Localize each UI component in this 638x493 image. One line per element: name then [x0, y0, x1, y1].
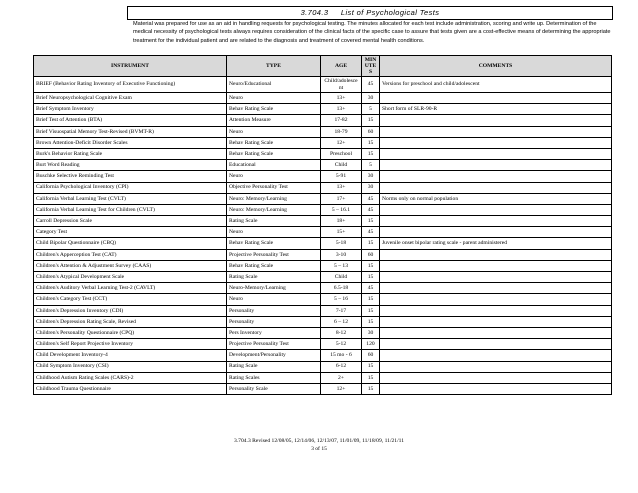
cell-type: Neuro/Educational: [227, 77, 321, 93]
cell-type: Personality: [227, 316, 321, 327]
table-row: [34, 115, 612, 126]
table-body: [34, 77, 612, 395]
col-header-comments: COMMENTS: [380, 56, 612, 77]
cell-comments: [380, 227, 612, 238]
col-header-minutes: MINUTES: [362, 56, 380, 77]
cell-comments: [380, 249, 612, 260]
page-number: 3 of 15: [311, 446, 327, 452]
cell-type: Neuro: [227, 171, 321, 182]
cell-minutes: 15: [362, 272, 380, 283]
cell-type: Behav Rating Scale: [227, 148, 321, 159]
cell-instrument: California Verbal Learning Test (CVLT): [34, 193, 227, 204]
cell-type: Behav Rating Scale: [227, 137, 321, 148]
cell-age: 17+: [321, 193, 362, 204]
table-row: [34, 327, 612, 338]
table-row: [34, 294, 612, 305]
cell-age: 17-82: [321, 115, 362, 126]
cell-type: Objective Personality Test: [227, 182, 321, 193]
cell-comments: [380, 350, 612, 361]
cell-type: Personality: [227, 305, 321, 316]
cell-age: Preschool: [321, 148, 362, 159]
cell-comments: [380, 316, 612, 327]
cell-comments: Juvenile onset bipolar rating scale - parent administered: [380, 238, 612, 249]
cell-age: 12+: [321, 137, 362, 148]
cell-comments: [380, 204, 612, 215]
cell-instrument: Brief Symptom Inventory: [34, 104, 227, 115]
cell-age: 8-12: [321, 327, 362, 338]
table-row: [34, 93, 612, 104]
cell-instrument: Brown Attention-Deficit Disorder Scales: [34, 137, 227, 148]
table-row: [34, 305, 612, 316]
cell-minutes: 5: [362, 160, 380, 171]
cell-age: 6.5-18: [321, 283, 362, 294]
cell-minutes: 15: [362, 238, 380, 249]
col-header-type: TYPE: [227, 56, 321, 77]
cell-instrument: Burt Word Reading: [34, 160, 227, 171]
cell-age: 18-79: [321, 126, 362, 137]
table-row: [34, 316, 612, 327]
cell-type: Projective Personality Test: [227, 249, 321, 260]
cell-type: Neuro: [227, 294, 321, 305]
tests-table: [33, 55, 612, 395]
cell-age: 15 mo - 6: [321, 350, 362, 361]
cell-age: Child: [321, 160, 362, 171]
table-row: [34, 77, 612, 93]
cell-comments: [380, 160, 612, 171]
cell-comments: [380, 93, 612, 104]
cell-instrument: Brief Test of Attention (BTA): [34, 115, 227, 126]
cell-minutes: 60: [362, 350, 380, 361]
cell-comments: [380, 294, 612, 305]
cell-instrument: Children's Personality Questionnaire (CPQ): [34, 327, 227, 338]
cell-age: 5-12: [321, 339, 362, 350]
cell-minutes: 45: [362, 283, 380, 294]
table-row: [34, 171, 612, 182]
cell-age: Child/adolescent: [321, 77, 362, 93]
cell-comments: [380, 361, 612, 372]
cell-comments: [380, 260, 612, 271]
document-title: [127, 6, 613, 20]
cell-type: Neuro: Memory/Learning: [227, 193, 321, 204]
cell-comments: [380, 115, 612, 126]
cell-instrument: Children's Apperception Test (CAT): [34, 249, 227, 260]
cell-age: 12+: [321, 383, 362, 394]
cell-minutes: 5: [362, 104, 380, 115]
cell-comments: [380, 283, 612, 294]
cell-instrument: BRIEF (Behavior Rating Inventory of Executive Functioning): [34, 77, 227, 93]
table-row: [34, 361, 612, 372]
cell-minutes: 45: [362, 193, 380, 204]
cell-comments: Norms only on normal population: [380, 193, 612, 204]
cell-type: Neuro-Memory/Learning: [227, 283, 321, 294]
cell-comments: [380, 182, 612, 193]
cell-minutes: 15: [362, 316, 380, 327]
cell-comments: [380, 171, 612, 182]
cell-comments: [380, 327, 612, 338]
cell-instrument: California Verbal Learning Test for Children (CVLT): [34, 204, 227, 215]
cell-type: Behav Rating Scale: [227, 260, 321, 271]
cell-age: 2+: [321, 372, 362, 383]
cell-age: 6 – 12: [321, 316, 362, 327]
cell-comments: [380, 137, 612, 148]
table-row: [34, 383, 612, 394]
cell-type: Pers Inventory: [227, 327, 321, 338]
cell-instrument: Children's Category Test (CCT): [34, 294, 227, 305]
cell-type: Neuro: [227, 227, 321, 238]
cell-comments: Short form of SLR-90-R: [380, 104, 612, 115]
cell-age: 7-17: [321, 305, 362, 316]
cell-age: 13+: [321, 104, 362, 115]
cell-minutes: 15: [362, 216, 380, 227]
cell-minutes: 45: [362, 77, 380, 93]
cell-minutes: 15: [362, 115, 380, 126]
cell-instrument: Child Bipolar Questionnaire (CBQ): [34, 238, 227, 249]
table-row: [34, 350, 612, 361]
cell-instrument: California Psychological Inventory (CPI): [34, 182, 227, 193]
cell-instrument: Category Test: [34, 227, 227, 238]
cell-comments: [380, 216, 612, 227]
table-row: [34, 216, 612, 227]
cell-instrument: Child Symptom Inventory (CSI): [34, 361, 227, 372]
table-row: [34, 238, 612, 249]
table-header-row: [34, 56, 612, 77]
cell-type: Neuro: [227, 93, 321, 104]
cell-minutes: 45: [362, 204, 380, 215]
cell-instrument: Brief Visuospatial Memory Test-Revised (BVMT-R): [34, 126, 227, 137]
cell-comments: Versions for preschool and child/adolescent: [380, 77, 612, 93]
cell-type: Personality Scale: [227, 383, 321, 394]
cell-type: Rating Scale: [227, 216, 321, 227]
cell-instrument: Child Development Inventory-4: [34, 350, 227, 361]
cell-instrument: Children's Self Report Projective Inventory: [34, 339, 227, 350]
table-row: [34, 104, 612, 115]
cell-minutes: 30: [362, 93, 380, 104]
cell-comments: [380, 305, 612, 316]
cell-minutes: 45: [362, 227, 380, 238]
cell-type: Development/Personality: [227, 350, 321, 361]
table-row: [34, 272, 612, 283]
cell-instrument: Burk's Behavior Rating Scale: [34, 148, 227, 159]
cell-type: Educational: [227, 160, 321, 171]
cell-age: 13+: [321, 93, 362, 104]
table-row: [34, 227, 612, 238]
cell-age: 5 – 16.1: [321, 204, 362, 215]
intro-paragraph: Material was prepared for use as an aid in handling requests for psychological testing. The minutes allocated for each test include administration, scoring and write up. Determination of the medical necessity of psychological tests always requires consideration of the clinical facts of the specific case to assure that tests given are a cost-effective means of determining the appropriate treatment for the individual patient and are related to the diagnosis and treatment of covered mental health conditions.: [133, 21, 611, 44]
cell-type: Rating Scales: [227, 372, 321, 383]
cell-instrument: Childhood Trauma Questionnaire: [34, 383, 227, 394]
cell-minutes: 30: [362, 327, 380, 338]
cell-age: 13+: [321, 182, 362, 193]
table-row: [34, 193, 612, 204]
cell-type: Rating Scale: [227, 361, 321, 372]
cell-type: Attention Measure: [227, 115, 321, 126]
cell-age: 5-91: [321, 171, 362, 182]
cell-minutes: 15: [362, 383, 380, 394]
cell-instrument: Children's Auditory Verbal Learning Test-2 (CAVLT): [34, 283, 227, 294]
cell-comments: [380, 148, 612, 159]
cell-age: Child: [321, 272, 362, 283]
col-header-age: AGE: [321, 56, 362, 77]
cell-instrument: Carroll Depression Scale: [34, 216, 227, 227]
cell-type: Neuro: [227, 126, 321, 137]
cell-minutes: 120: [362, 339, 380, 350]
table-row: [34, 283, 612, 294]
revision-dates: 3.704.3 Revised 12/08/05, 12/14/06, 12/13/07, 11/01/09, 11/18/09, 11/21/11: [233, 438, 405, 444]
cell-instrument: Buschke Selective Reminding Test: [34, 171, 227, 182]
cell-minutes: 15: [362, 148, 380, 159]
cell-minutes: 30: [362, 182, 380, 193]
table-row: [34, 249, 612, 260]
cell-minutes: 30: [362, 171, 380, 182]
cell-comments: [380, 383, 612, 394]
cell-comments: [380, 272, 612, 283]
cell-instrument: Childhood Autism Rating Scales (CARS)-2: [34, 372, 227, 383]
section-number: 3.704.3: [300, 8, 329, 17]
cell-minutes: 15: [362, 137, 380, 148]
cell-minutes: 15: [362, 361, 380, 372]
cell-minutes: 15: [362, 294, 380, 305]
table-row: [34, 182, 612, 193]
cell-type: Behav Rating Scale: [227, 238, 321, 249]
cell-type: Rating Scale: [227, 272, 321, 283]
cell-instrument: Children's Attention & Adjustment Survey (CAAS): [34, 260, 227, 271]
cell-comments: [380, 339, 612, 350]
cell-age: 5-18: [321, 238, 362, 249]
table-row: [34, 204, 612, 215]
cell-minutes: 60: [362, 249, 380, 260]
cell-age: 5 – 13: [321, 260, 362, 271]
table-row: [34, 137, 612, 148]
cell-minutes: 15: [362, 260, 380, 271]
table-row: [34, 126, 612, 137]
cell-minutes: 15: [362, 372, 380, 383]
cell-comments: [380, 372, 612, 383]
cell-instrument: Children's Atypical Development Scale: [34, 272, 227, 283]
cell-age: 5 – 16: [321, 294, 362, 305]
title-text: List of Psychological Tests: [340, 8, 440, 17]
table-row: [34, 372, 612, 383]
cell-age: 18+: [321, 216, 362, 227]
table-row: [34, 339, 612, 350]
cell-comments: [380, 126, 612, 137]
table-row: [34, 148, 612, 159]
cell-type: Projective Personality Test: [227, 339, 321, 350]
cell-age: 3-10: [321, 249, 362, 260]
page-footer: [0, 437, 638, 453]
table-row: [34, 260, 612, 271]
cell-age: 6-12: [321, 361, 362, 372]
cell-type: Neuro: Memory/Learning: [227, 204, 321, 215]
cell-age: 15+: [321, 227, 362, 238]
col-header-instrument: INSTRUMENT: [34, 56, 227, 77]
cell-type: Behav Rating Scale: [227, 104, 321, 115]
cell-minutes: 15: [362, 305, 380, 316]
table-row: [34, 160, 612, 171]
cell-instrument: Children's Depression Inventory (CDI): [34, 305, 227, 316]
cell-minutes: 60: [362, 126, 380, 137]
cell-instrument: Children's Depression Rating Scale, Revised: [34, 316, 227, 327]
cell-instrument: Brief Neuropsychological Cognitive Exam: [34, 93, 227, 104]
